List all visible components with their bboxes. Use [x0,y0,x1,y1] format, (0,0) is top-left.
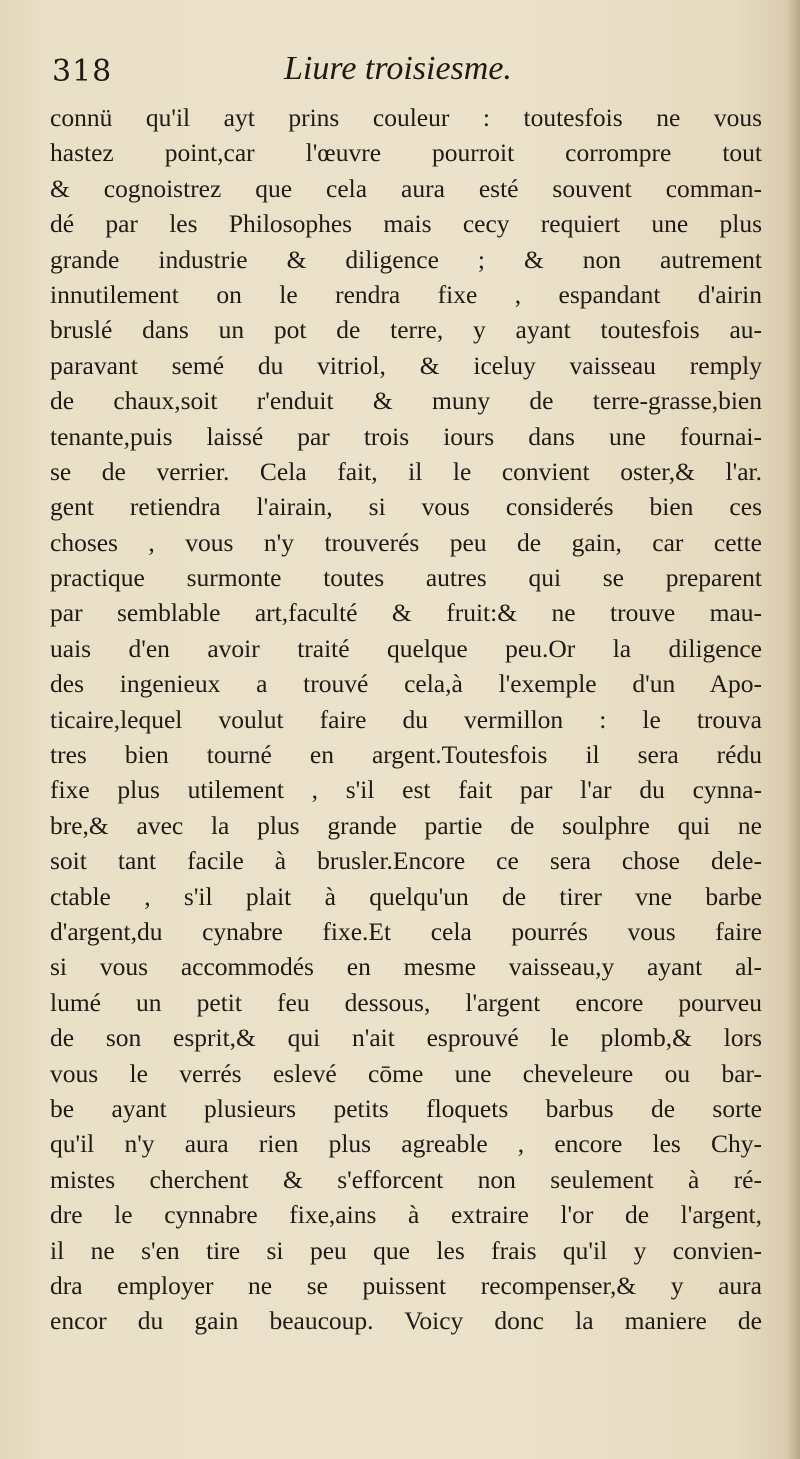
running-head: Liure troisiesme. [284,50,512,87]
text-line: be ayant plusieurs petits floquets barbus de sorte [50,1093,762,1123]
text-line: tenante,puis laissé par trois iours dans une fournai- [50,421,762,451]
text-line: connü qu'il ayt prins couleur : toutesfois ne vous [50,103,762,132]
text-line: qu'il n'y aura rien plus agreable , encore les Chy- [50,1129,762,1159]
text-line: bre,& avec la plus grande partie de soulphre qui ne [50,810,762,840]
text-line: paravant semé du vitriol, & iceluy vaisseau remply [50,350,762,380]
text-line: tres bien tourné en argent.Toutesfois il sera rédu [50,740,762,770]
text-line: hastez point,car l'œuvre pourroit corrompre tout [50,138,762,168]
text-line: grande industrie & diligence ; & non autrement [50,244,762,274]
text-line: ticaire,lequel voulut faire du vermillon : le trouva [50,704,762,734]
text-line: uais d'en avoir traité quelque peu.Or la diligence [50,633,762,663]
text-line: des ingenieux a trouvé cela,à l'exemple d'un Apo- [50,669,762,699]
text-line: & cognoistrez que cela aura esté souvent comman- [50,173,762,203]
text-line: mistes cherchent & s'efforcent non seulement à ré- [50,1164,762,1194]
text-line: se de verrier. Cela fait, il le convient oster,& l'ar. [50,456,762,486]
text-line: lumé un petit feu dessous, l'argent encore pourveu [50,987,762,1017]
text-line: soit tant facile à brusler.Encore ce sera chose dele- [50,846,762,876]
text-line: gent retiendra l'airain, si vous considerés bien ces [50,492,762,522]
text-line: de son esprit,& qui n'ait esprouvé le plomb,& lors [50,1023,762,1053]
text-line: fixe plus utilement , s'il est fait par l'ar du cynna- [50,775,762,805]
text-line: ctable , s'il plait à quelqu'un de tirer vne barbe [50,881,762,911]
text-line: de chaux,soit r'enduit & muny de terre-grasse,bien [50,386,762,416]
text-line: vous le verrés eslevé cōme une cheveleure ou bar- [50,1058,762,1088]
text-line: encor du gain beaucoup. Voicy donc la maniere de [50,1306,762,1336]
text-line: si vous accommodés en mesme vaisseau,y ayant al- [50,952,762,982]
text-line: choses , vous n'y trouverés peu de gain, car cette [50,527,762,557]
page-header [52,48,752,98]
text-line: d'argent,du cynabre fixe.Et cela pourrés vous faire [50,916,762,946]
text-line: par semblable art,faculté & fruit:& ne trouve mau- [50,598,762,628]
page-number: 318 [52,54,113,89]
text-line: dé par les Philosophes mais cecy requiert une plus [50,209,762,239]
page-edge-shadow [786,0,800,1459]
text-line: innutilement on le rendra fixe , espandant d'airin [50,279,762,309]
body-text [50,100,762,1339]
text-line: dre le cynnabre fixe,ains à extraire l'or de l'argent, [50,1200,762,1230]
text-line: bruslé dans un pot de terre, y ayant toutesfois au- [50,315,762,345]
text-line: practique surmonte toutes autres qui se preparent [50,563,762,593]
text-line: dra employer ne se puissent recompenser,& y aura [50,1270,762,1300]
text-line: il ne s'en tire si peu que les frais qu'il y convien- [50,1235,762,1265]
